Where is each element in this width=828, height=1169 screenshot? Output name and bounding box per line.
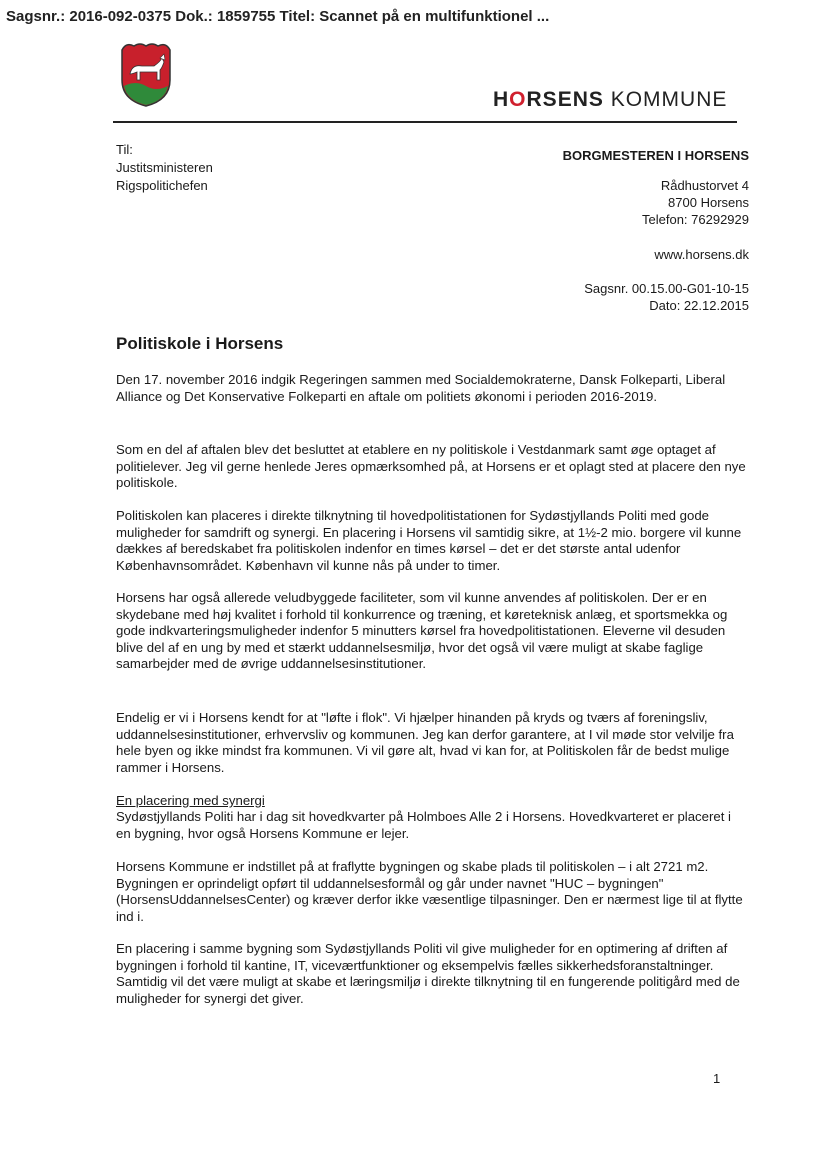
recipient-line: Justitsministeren bbox=[116, 160, 213, 175]
recipient-block bbox=[116, 141, 213, 195]
body-paragraph: Horsens Kommune er indstillet på at fraflytte bygningen og skabe plads til politiskolen – i alt 2721 m2. Bygningen er oprindeligt opført til uddannelsesformål og går under navnet "HUC – bygningen" (HorsensUddannelsesCenter) og kræver derfor ikke væsentlige tilpasninger. Den er nærmest lige til at flytte ind i. bbox=[116, 859, 743, 924]
letter-title: Politiskole i Horsens bbox=[116, 334, 284, 353]
case-number: Sagsnr. 00.15.00-G01-10-15 bbox=[584, 281, 749, 296]
address-phone: Telefon: 76292929 bbox=[642, 212, 749, 227]
municipality-logo-wordmark: HORSENS KOMMUNE bbox=[493, 88, 728, 111]
address-street: Rådhustorvet 4 bbox=[660, 178, 749, 193]
body-paragraph: Endelig er vi i Horsens kendt for at "løfte i flok". Vi hjælper hinanden på kryds og tværs af foreningsliv, uddannelsesinstitutioner, erhvervsliv og kommunen. Jeg kan derfor garantere, at I vil møde stor velvilje fra hele byen og ikke mindst fra kommunen. Vi vil gøre alt, hvad vi kan for, at Politiskolen får de bedst mulige rammer i Horsens. bbox=[116, 710, 734, 775]
logo-accent-letter: O bbox=[509, 88, 527, 111]
recipient-label: Til: bbox=[116, 142, 133, 157]
section-heading: En placering med synergi bbox=[116, 793, 265, 808]
body-paragraph: Den 17. november 2016 indgik Regeringen sammen med Socialdemokraterne, Dansk Folkeparti, Liberal Alliance og Det Konservative Folkeparti en aftale om politiets økonomi i perioden 2016-2019. bbox=[116, 372, 726, 404]
sender-address bbox=[642, 177, 749, 228]
body-paragraph: Som en del af aftalen blev det besluttet at etablere en ny politiskole i Vestdanmark samt øge optaget af politielever. Jeg vil gerne henlede Jeres opmærksomhed på, at Horsens er et oplagt sted at placere den nye politiskole. bbox=[116, 442, 746, 490]
body-paragraph: Sydøstjyllands Politi har i dag sit hovedkvarter på Holmboes Alle 2 i Horsens. Hovedkvarteret er placeret i en bygning, hvor også Horsens Kommune er lejer. bbox=[116, 809, 731, 841]
case-reference bbox=[584, 280, 749, 314]
recipient-line: Rigspolitichefen bbox=[116, 178, 208, 193]
body-paragraph: En placering i samme bygning som Sydøstjyllands Politi vil give muligheder for en optimering af driften af bygningen i forhold til kantine, IT, viceværtfunktioner og eksempelvis fælles sikkerhedsforanstaltninger. Samtidig vil det være muligt at skabe et læringsmiljø i direkte tilknytning til en fungerende politigård med de muligheder for synergi det giver. bbox=[116, 941, 740, 1006]
body-paragraph: Horsens har også allerede veludbyggede faciliteter, som vil kunne anvendes af politiskolen. Der er en skydebane med høj kvalitet i forhold til konkurrence og træning, et køreteknisk anlæg, et sportsmekka og gode indkvarteringsmuligheder indenfor 5 minutters kørsel fra hovedpolitistationen. Eleverne vil desuden blive del af en ung by med et stærkt uddannelsesmiljø, hvor det også vil være muligt at skabe faglige samarbejder med de øvrige uddannelsesinstitutioner. bbox=[116, 590, 728, 671]
header-divider bbox=[113, 121, 737, 123]
page-number: 1 bbox=[713, 1071, 721, 1086]
letter-date: Dato: 22.12.2015 bbox=[649, 298, 749, 313]
website-text: www.horsens.dk bbox=[654, 247, 749, 262]
sender-title: BORGMESTEREN I HORSENS bbox=[562, 148, 749, 163]
document-header-line: Sagsnr.: 2016-092-0375 Dok.: 1859755 Titel: Scannet på en multifunktionel ... bbox=[6, 8, 550, 25]
body-paragraph: Politiskolen kan placeres i direkte tilknytning til hovedpolitistationen for Sydøstjyllands Politi med gode muligheder for samdrift og synergi. En placering i Horsens vil samtidig sikre, at 1½-2 mio. borgere vil kunne dækkes af beredskabet fra politiskolen indenfor en times kørsel – det er det største antal udenfor Københavnsområdet. København vil kunne nås på under to timer. bbox=[116, 508, 742, 573]
address-city: 8700 Horsens bbox=[668, 195, 749, 210]
coat-of-arms-icon bbox=[116, 40, 176, 108]
